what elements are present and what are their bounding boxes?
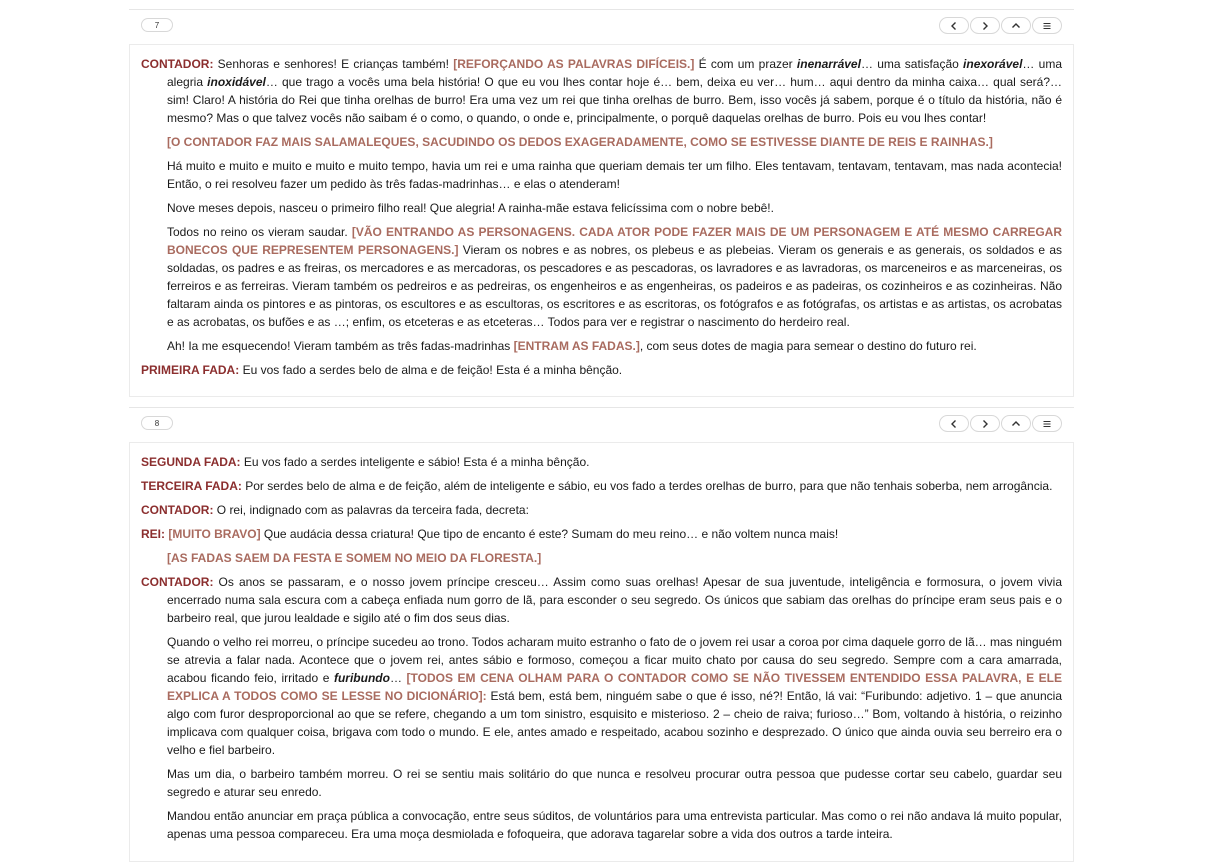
chevron-left-icon [949,21,959,31]
speaker-name: CONTADOR: [141,575,214,589]
dialogue-text: O rei, indignado com as palavras da terceira fada, decreta: [213,503,529,517]
stage-direction: [ENTRAM AS FADAS.] [513,339,640,353]
script-paragraph [141,337,1062,355]
script-paragraph [141,157,1062,193]
stage-direction: [AS FADAS SAEM DA FESTA E SOMEM NO MEIO DA FLORESTA.] [167,551,542,565]
dialogue-text: Quando o velho rei morreu, o príncipe sucedeu ao trono. Todos acharam muito estranho o fato de o jovem rei usar a coroa por cima daquele gorro de lã… mas ninguém se atrevia a falar nada. Acontece que o jovem rei, antes sábio e formoso, começou a ficar muito chato por causa do seu segredo. Sempre com a cara amarrada, acabou ficando feio, irritado e [167,635,1062,685]
dialogue-text: Eu vos fado a serdes belo de alma e de feição! Esta é a minha bênção. [239,363,623,377]
dialogue-text: … que trago a vocês uma bela história! O que eu vou lhes contar hoje é… bem, deixa eu ver… hum… aqui dentro da minha caixa… qual será?… sim! Claro! A história do Rei que tinha orelhas de burro! Era uma vez um rei que tinha orelhas de burro. Bem, isso vocês já sabem, porque é o título da história, não é mesmo? Mas o que talvez vocês não saibam é o como, o quando, o onde e, principalmente, o porquê daquelas orelhas de burro. Pois eu vou lhes contar! [167,75,1062,125]
page-nav [939,415,1062,432]
next-page-button[interactable] [970,415,1000,432]
scroll-top-button[interactable] [1001,415,1031,432]
script-paragraph [141,807,1062,843]
dialogue-text: Ah! Ia me esquecendo! Vieram também as três fadas-madrinhas [167,339,514,353]
prev-page-button[interactable] [939,415,969,432]
chevron-right-icon [980,419,990,429]
menu-button[interactable] [1032,415,1062,432]
script-paragraph [141,573,1062,627]
script-paragraph [141,765,1062,801]
dialogue-text: Eu vos fado a serdes inteligente e sábio! Esta é a minha bênção. [240,455,590,469]
dialogue-text: , com seus dotes de magia para semear o destino do futuro rei. [639,339,977,353]
speaker-name: CONTADOR: [141,503,214,517]
dialogue-text: É com um prazer [694,57,797,71]
dialogue-text: Mandou então anunciar em praça pública a convocação, entre seus súditos, de voluntários para uma entrevista particular. Mas como o rei não andava lá muito popular, apenas uma pessoa compareceu. Era uma moça desmiolada e fofoqueira, que adorava tagarelar sobre a vida dos outros a tarde inteira. [167,809,1062,841]
page-header [129,407,1074,442]
next-page-button[interactable] [970,17,1000,34]
script-paragraph [141,361,1062,379]
scroll-top-button[interactable] [1001,17,1031,34]
page-content [129,44,1074,397]
chevron-left-icon [949,419,959,429]
emphasis-word: inenarrável [796,57,861,71]
dialogue-text: Está bem, está bem, ninguém sabe o que é isso, né?! Então, lá vai: “Furibundo: adjetivo. 1 – que anuncia algo com furor desproporcional ao que se refere, chegando a um tom sinistro, esquisito e misterioso. 2 – cheio de raiva; furioso…” Bom, voltando à história, o reizinho implicava com qualquer coisa, brigava com todo o mundo. E ele, antes amado e respeitado, acabou sozinho e desprezado. O único que ainda ouvia seu berreiro era o velho e fiel barbeiro. [167,689,1062,757]
chevron-up-icon [1011,419,1021,429]
dialogue-text: Os anos se passaram, e o nosso jovem príncipe cresceu… Assim como suas orelhas! Apesar de sua juventude, inteligência e formosura, o jovem vivia encerrado numa sala escura com a cabeça enfiada num gorro de lã, para esconder o seu segredo. Os únicos que sabiam das orelhas do príncipe eram seus pais e o barbeiro real, que jurou lealdade e sigilo até o fim dos seus dias. [167,575,1062,625]
speaker-name: REI: [141,527,165,541]
script-paragraph [141,633,1062,759]
stage-direction: [REFORÇANDO AS PALAVRAS DIFÍCEIS.] [453,57,695,71]
script-paragraph [141,133,1062,151]
dialogue-text: Mas um dia, o barbeiro também morreu. O rei se sentiu mais solitário do que nunca e resolveu procurar outra pessoa que pudesse cortar seu cabelo, guardar seu segredo e aturar seu enredo. [167,767,1062,799]
emphasis-word: furibundo [333,671,390,685]
emphasis-word: inoxidável [207,75,266,89]
script-paragraph [141,453,1062,471]
dialogue-text: Nove meses depois, nasceu o primeiro filho real! Que alegria! A rainha-mãe estava felicíssima com o nobre bebê!. [167,201,774,215]
emphasis-word: inexorável [963,57,1023,71]
dialogue-text: … uma alegria [167,57,1063,89]
page-header [129,9,1074,44]
script-paragraph [141,223,1062,331]
page-block-7 [129,9,1074,397]
script-paragraph [141,199,1062,217]
dialogue-text: Vieram os nobres e as nobres, os plebeus e as plebeias. Vieram os generais e as generais, os soldados e as soldadas, os padres e as freiras, os mercadores e as mercadoras, os pescadores e as pescadoras, os lavradores e as lavradoras, os marceneiros e as marceneiras, os ferreiros e as ferreiras. Vieram também os pedreiros e as pedreiras, os engenheiros e as engenheiras, os padeiros e as padeiras, os cozinheiros e as cozinheiras. Não faltaram ainda os pintores e as pintoras, os escultores e as escultoras, os escritores e as escritoras, os fotógrafos e as fotógrafas, os artistas e as artistas, os acrobatas e as acrobatas, os bufões e as …; enfim, os etceteras e as etceteras… Todos para ver e registrar o nascimento do herdeiro real. [167,243,1062,329]
page-block-8 [129,407,1074,862]
speaker-name: SEGUNDA FADA: [141,455,241,469]
chevron-right-icon [980,21,990,31]
page-content [129,442,1074,862]
stage-direction: [O CONTADOR FAZ MAIS SALAMALEQUES, SACUDINDO OS DEDOS EXAGERADAMENTE, COMO SE ESTIVESSE DIANTE DE REIS E RAINHAS.] [167,135,993,149]
menu-icon [1042,21,1052,31]
speaker-name: TERCEIRA FADA: [141,479,242,493]
script-paragraph [141,477,1062,495]
menu-icon [1042,419,1052,429]
script-paragraph [141,549,1062,567]
dialogue-text: … uma satisfação [860,57,964,71]
page-nav [939,17,1062,34]
speaker-name: CONTADOR: [141,57,214,71]
dialogue-text: Por serdes belo de alma e de feição, além de inteligente e sábio, eu vos fado a terdes orelhas de burro, para que não tenhais soberba, nem arrogância. [241,479,1053,493]
stage-direction: [MUITO BRAVO] [168,527,261,541]
page-number-badge: 8 [141,416,173,430]
prev-page-button[interactable] [939,17,969,34]
dialogue-text: Há muito e muito e muito e muito e muito tempo, havia um rei e uma rainha que queriam demais ter um filho. Eles tentavam, tentavam, tentavam, mas nada acontecia! Então, o rei resolveu fazer um pedido às três fadas-madrinhas… e elas o atenderam! [167,159,1062,191]
dialogue-text: Todos no reino os vieram saudar. [167,225,352,239]
stage-direction: [VÃO ENTRANDO AS PERSONAGENS. CADA ATOR PODE FAZER MAIS DE UM PERSONAGEM E ATÉ MESMO CARREGAR BONECOS QUE REPRESENTEM PERSONAGENS.] [167,225,1062,257]
page-number-badge: 7 [141,18,173,32]
chevron-up-icon [1011,21,1021,31]
dialogue-text: Que audácia dessa criatura! Que tipo de encanto é este? Sumam do meu reino… e não voltem nunca mais! [260,527,839,541]
menu-button[interactable] [1032,17,1062,34]
script-paragraph [141,55,1062,127]
stage-direction: [TODOS EM CENA OLHAM PARA O CONTADOR COMO SE NÃO TIVESSEM ENTENDIDO ESSA PALAVRA, E ELE EXPLICA A TODOS COMO SE LESSE NO DICIONÁRIO]: [167,671,1062,703]
dialogue-text: Senhoras e senhores! E crianças também! [213,57,454,71]
script-paragraph [141,501,1062,519]
dialogue-text: … [389,671,407,685]
script-paragraph [141,525,1062,543]
speaker-name: PRIMEIRA FADA: [141,363,240,377]
